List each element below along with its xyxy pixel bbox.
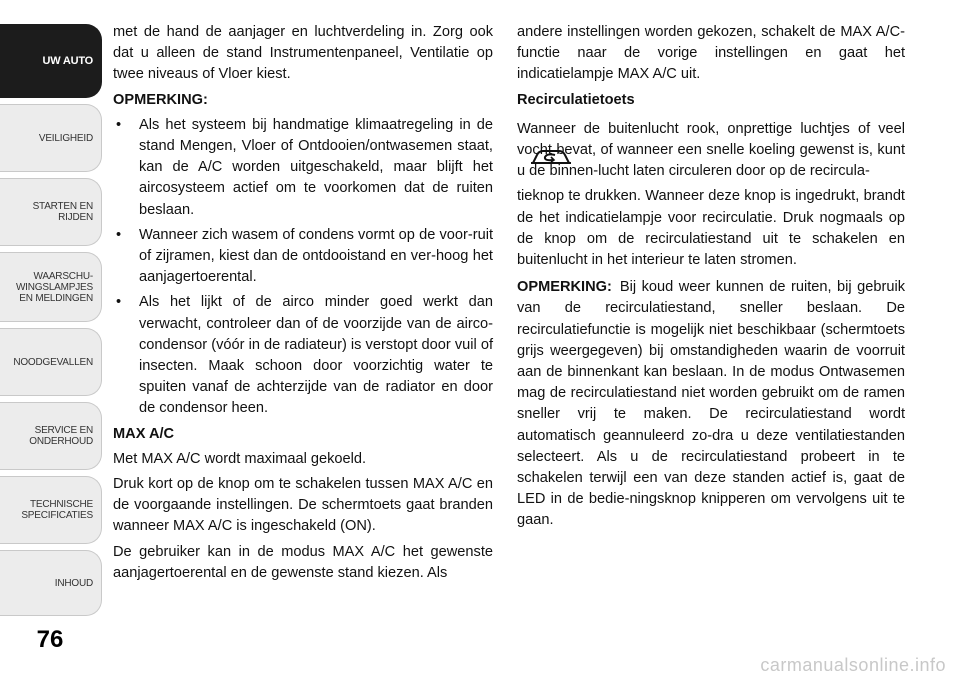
- max-ac-paragraph: Met MAX A/C wordt maximaal gekoeld.: [113, 450, 367, 467]
- note-heading: OPMERKING:: [113, 91, 208, 108]
- bullet-item: • Als het systeem bij handmatige klimaatregeling in de stand Mengen, Vloer of Ontdooien/ontwasemen staat, kan de A/C worden uitgeschakeld, maar blijft het aircosysteem actief om te voorkomen dat de ruiten beslaan.: [116, 116, 493, 218]
- page-number: 76: [36, 626, 64, 653]
- tab-technische-specificaties[interactable]: TECHNISCHE SPECIFICATIES: [0, 476, 102, 544]
- note-label: OPMERKING:: [517, 279, 612, 296]
- recirculation-car-icon: [529, 143, 573, 171]
- recirculation-block: [517, 119, 905, 183]
- tab-uw-auto[interactable]: UW AUTO: [0, 24, 102, 98]
- recirculation-paragraph: tieknop te drukken. Wanneer deze knop is ingedrukt, brandt de het indicatielampje voor recirculatie. Druk nogmaals op de knop om de recirculatiestand uit te schakelen en buitenlucht in het interieur te laten stromen.: [517, 188, 905, 269]
- max-ac-heading: MAX A/C: [113, 425, 175, 442]
- note-text: Bij koud weer kunnen de ruiten, bij gebruik van de recirculatiestand, sneller beslaan. De recirculatiefunctie is mogelijk niet beschikbaar (schermtoets grijs weergegeven) bij omstandigheden waarin de voorruit aan de binnenkant kan beslaan. In de modus Ontwasemen mag de recirculatiestand niet worden gebruikt om de ramen sneller vrij te maken. De recirculatiestand wordt automatisch geannuleerd zo-dra u deze ventilatiestanden selecteert. Als u de recirculatiestand probeert in te schakelen terwijl een van deze standen actief is, gaat de LED in de bedie-ningsknop knipperen om vervolgens uit te gaan.: [517, 279, 905, 529]
- watermark: carmanualsonline.info: [760, 655, 946, 675]
- bullet-icon: •: [116, 116, 122, 133]
- max-ac-paragraph: Druk kort op de knop om te schakelen tussen MAX A/C en de voorgaande instellingen. De schermtoets gaat branden wanneer MAX A/C is ingeschakeld (ON).: [113, 476, 493, 535]
- tab-starten-en-rijden[interactable]: STARTEN EN RIJDEN: [0, 178, 102, 246]
- tab-noodgevallen[interactable]: NOODGEVALLEN: [0, 328, 102, 396]
- left-column: [113, 22, 493, 588]
- tab-waarschuwingslampjes[interactable]: WAARSCHU- WINGSLAMPJES EN MELDINGEN: [0, 252, 102, 322]
- bullet-icon: •: [116, 294, 122, 311]
- continuation-paragraph: andere instellingen worden gekozen, schakelt de MAX A/C-functie naar de vorige instellingen en gaat het indicatielampje MAX A/C uit.: [517, 24, 905, 83]
- tab-service-en-onderhoud[interactable]: SERVICE EN ONDERHOUD: [0, 402, 102, 470]
- tab-inhoud[interactable]: INHOUD: [0, 550, 102, 616]
- tab-veiligheid[interactable]: VEILIGHEID: [0, 104, 102, 172]
- note-paragraph: [517, 277, 905, 531]
- intro-paragraph: met de hand de aanjager en luchtverdeling in. Zorg ook dat u alleen de stand Instrumentenpaneel, Ventilatie op twee niveaus of Vloer kiest.: [113, 24, 493, 83]
- bullet-item: • Als het lijkt of de airco minder goed werkt dan verwacht, controleer dan of de voorzijde van de airco-condensor (vóór in de radiateur) is verstopt door vuil of insecten. Maak schoon door voorzichtig water te spuiten vanaf de achterzijde van de radiator en door de condensor heen.: [116, 294, 493, 417]
- bullet-icon: •: [116, 226, 122, 243]
- right-column: [517, 22, 905, 536]
- recirculation-heading: Recirculatietoets: [517, 91, 635, 108]
- max-ac-paragraph: De gebruiker kan in de modus MAX A/C het gewenste aanjagertoerental en de gewenste stand kiezen. Als: [113, 543, 493, 581]
- bullet-item: • Wanneer zich wasem of condens vormt op de voor-ruit of zijramen, kiest dan de ontdooistand en ver-hoog het aanjagertoerental.: [116, 226, 493, 286]
- chapter-sidebar: [0, 0, 106, 678]
- recirculation-intro: Wanneer de buitenlucht rook, onprettige luchtjes of veel vocht bevat, of wanneer een snelle koeling gewenst is, kunt u de binnen-lucht laten circuleren door op de recircula-: [517, 120, 905, 180]
